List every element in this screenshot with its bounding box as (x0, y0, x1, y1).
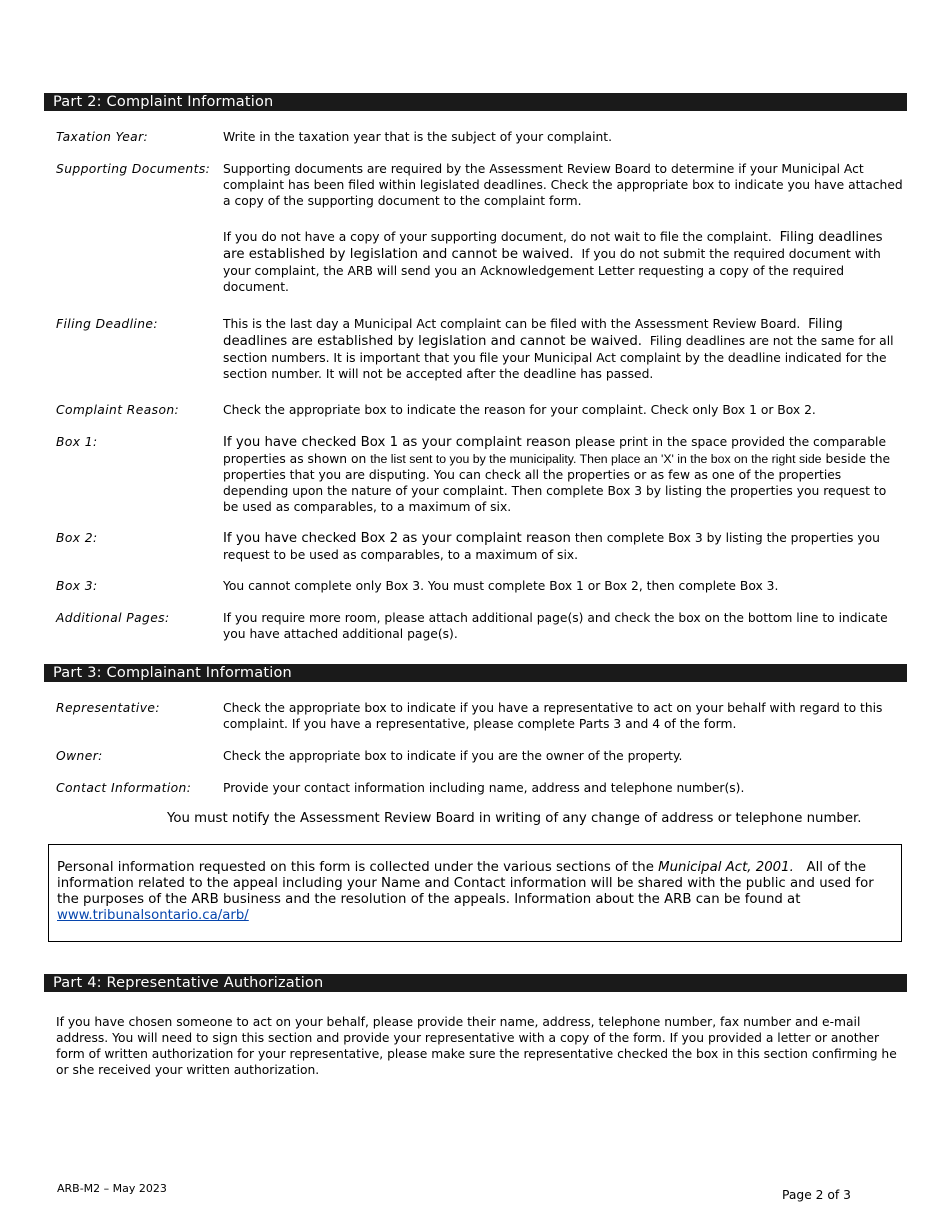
representative-text: Check the appropriate box to indicate if you have a representative to act on your behalf with regard to this complaint. If you have a representative, please complete Parts 3 and 4 of the form. (223, 701, 883, 731)
supporting-documents-label: Supporting Documents: (56, 162, 211, 176)
representative-label: Representative: (56, 701, 160, 715)
filing-deadline-text (223, 316, 903, 382)
privacy-notice-box (48, 844, 902, 942)
owner-text: Check the appropriate box to indicate if you are the owner of the property. (223, 749, 683, 763)
part3-header: Part 3: Complainant Information (44, 664, 907, 682)
additional-pages-label: Additional Pages: (56, 611, 170, 625)
form-id: ARB-M2 – May 2023 (57, 1182, 167, 1195)
supporting-note-deadline: Filing deadlines are established by legislation and cannot be waived. (223, 230, 883, 262)
municipal-act-title: Municipal Act, 2001. (658, 860, 794, 875)
box2-text (223, 530, 903, 563)
page-number: Page 2 of 3 (782, 1188, 851, 1202)
box1-text-b: please print in the space provided the comparable properties as shown on (223, 435, 887, 466)
taxation-year-label: Taxation Year: (56, 130, 149, 144)
filing-deadline-a: This is the last day a Municipal Act complaint can be filed with the Assessment Review Board. (223, 317, 801, 331)
box1-text-d: beside the properties that you are disputing. You can check all the properties or as few as one of the properties depending upon the nature of your complaint. Then complete Box 3 by listing the properties you request to be used as comparables, to a maximum of six. (223, 452, 891, 514)
representative-authorization-text: If you have chosen someone to act on your behalf, please provide their name, address, telephone number, fax number and e-mail address. You will need to sign this section and provide your representative with a copy of the form. If you provided a letter or another form of written authorization for your representative, please make sure the representative checked the box in this section confirming he or she received your written authorization. (56, 1015, 897, 1077)
additional-pages-text: If you require more room, please attach additional page(s) and check the box on the bottom line to indicate you have attached additional page(s). (223, 611, 888, 641)
supporting-note-c: If you do not submit the required document with your complaint, the ARB will send you an Acknowledgement Letter requesting a copy of the required document. (223, 247, 881, 294)
box2-label: Box 2: (56, 531, 98, 545)
box1-text (223, 434, 903, 515)
contact-information-text: Provide your contact information including name, address and telephone number(s). (223, 781, 745, 795)
box2-text-b: then complete Box 3 by listing the properties you request to be used as comparables, to a maximum of six. (223, 531, 880, 562)
box1-label: Box 1: (56, 435, 98, 449)
contact-information-label: Contact Information: (56, 781, 192, 795)
part4-header: Part 4: Representative Authorization (44, 974, 907, 992)
taxation-year-text: Write in the taxation year that is the subject of your complaint. (223, 130, 613, 144)
filing-deadline-b: Filing deadlines are established by legislation and cannot be waived. (223, 317, 843, 349)
box3-text: You cannot complete only Box 3. You must complete Box 1 or Box 2, then complete Box 3. (223, 579, 779, 593)
owner-label: Owner: (56, 749, 103, 763)
filing-deadline-c: Filing deadlines are not the same for all section numbers. It is important that you file your Municipal Act complaint by the deadline indicated for the section number. It will not be accepted after the deadline has passed. (223, 334, 894, 381)
filing-deadline-label: Filing Deadline: (56, 317, 158, 331)
change-of-address-notice: You must notify the Assessment Review Board in writing of any change of address or telephone number. (167, 811, 862, 826)
complaint-reason-text: Check the appropriate box to indicate the reason for your complaint. Check only Box 1 or Box 2. (223, 403, 816, 417)
supporting-note-a: If you do not have a copy of your supporting document, do not wait to file the complaint. (223, 230, 772, 244)
box2-text-a: If you have checked Box 2 as your complaint reason (223, 531, 571, 546)
part2-header: Part 2: Complaint Information (44, 93, 907, 111)
tribunals-ontario-link[interactable]: www.tribunalsontario.ca/arb/ (57, 908, 249, 923)
privacy-text-a: Personal information requested on this form is collected under the various sections of the (57, 860, 654, 875)
box1-text-c: the list sent to you by the municipality. Then place an 'X' in the box on the right side (370, 452, 822, 466)
supporting-documents-note (223, 229, 903, 295)
supporting-documents-text: Supporting documents are required by the Assessment Review Board to determine if your Municipal Act complaint has been filed within legislated deadlines. Check the appropriate box to indicate you have attached a copy of the supporting document to the complaint form. (223, 162, 903, 208)
box1-text-a: If you have checked Box 1 as your complaint reason (223, 435, 571, 450)
complaint-reason-label: Complaint Reason: (56, 403, 180, 417)
box3-label: Box 3: (56, 579, 98, 593)
privacy-text-b: All of the information related to the appeal including your Name and Contact information will be shared with the public and used for the purposes of the ARB business and the resolution of the appeals. Information about the ARB can be found at (57, 860, 874, 907)
